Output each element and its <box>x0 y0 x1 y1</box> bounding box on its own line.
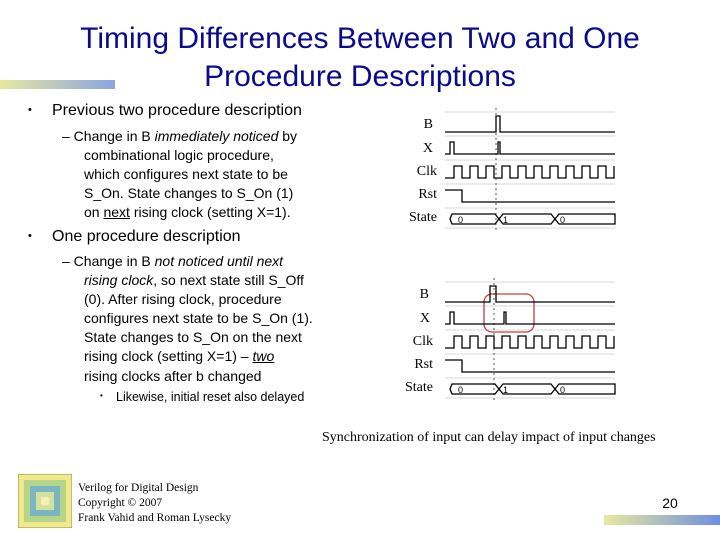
bullet-dot: • <box>28 230 32 242</box>
bottom-label-rst: Rst <box>414 357 433 372</box>
bullet-1-sub-line-3: which configures next state to be <box>84 166 288 182</box>
bullet-2-sub-line-4: configures next state to be S_On (1). <box>84 310 313 326</box>
top-label-clk: Clk <box>416 164 437 179</box>
bullet-1-sub-line-2: combinational logic procedure, <box>84 147 274 163</box>
top-label-rst: Rst <box>418 187 437 202</box>
bottom-accent-bar <box>604 515 720 525</box>
top-label-x: X <box>422 141 433 156</box>
bottom-label-clk: Clk <box>412 334 433 349</box>
slide-title <box>40 20 680 96</box>
footer-credits <box>78 481 231 526</box>
title-accent-bar <box>0 80 115 89</box>
sub-bullet-dot: • <box>100 391 103 400</box>
top-state-1: 1 <box>503 215 509 225</box>
top-label-b: B <box>423 117 433 132</box>
page-number: 20 <box>662 495 678 511</box>
bottom-label-state: State <box>405 380 433 395</box>
bullet-1: Previous two procedure description <box>52 102 302 119</box>
bullet-1-sub-line-4: S_On. State changes to S_On (1) <box>84 185 294 201</box>
bottom-state-0: 0 <box>458 385 464 395</box>
bullet-2-subsub: Likewise, initial reset also delayed <box>116 390 305 404</box>
bullet-2: One procedure description <box>52 228 241 245</box>
top-timing-diagram <box>440 108 620 232</box>
highlight-box <box>484 294 534 332</box>
footer-line-3: Frank Vahid and Roman Lysecky <box>78 512 232 524</box>
title-line-2: Procedure Descriptions <box>204 60 516 93</box>
top-state-0: 0 <box>458 215 464 225</box>
bottom-state-2: 0 <box>560 385 566 395</box>
bullet-2-sub-line-2: rising clock, so next state still S_Off <box>84 272 304 288</box>
footer-line-2: Copyright © 2007 <box>78 497 163 509</box>
bottom-label-x: X <box>419 311 430 326</box>
bullet-2-sub-line-1: – Change in B not noticed until next <box>62 253 284 269</box>
title-line-1: Timing Differences Between Two and One <box>80 22 640 55</box>
bullet-2-sub-line-5: State changes to S_On on the next <box>84 329 302 345</box>
bottom-state-1: 1 <box>503 385 509 395</box>
top-label-state: State <box>409 210 437 225</box>
bullet-dot: • <box>28 104 32 116</box>
bullet-2-sub-line-7: rising clocks after b changed <box>84 368 262 384</box>
bullet-2-sub-line-6: rising clock (setting X=1) – two <box>84 348 275 364</box>
footer-line-1: Verilog for Digital Design <box>78 482 199 494</box>
diagram-caption: Synchronization of input can delay impact of input changes <box>322 430 656 445</box>
bottom-label-b: B <box>419 287 429 302</box>
bullet-1-sub-line-1: – Change in B immediately noticed by <box>62 128 298 144</box>
top-state-2: 0 <box>560 215 566 225</box>
bullet-1-sub-line-5: on next rising clock (setting X=1). <box>84 204 291 220</box>
book-logo-icon <box>18 474 72 528</box>
bottom-timing-diagram <box>440 278 620 402</box>
bullet-2-sub-line-3: (0). After rising clock, procedure <box>84 291 282 307</box>
